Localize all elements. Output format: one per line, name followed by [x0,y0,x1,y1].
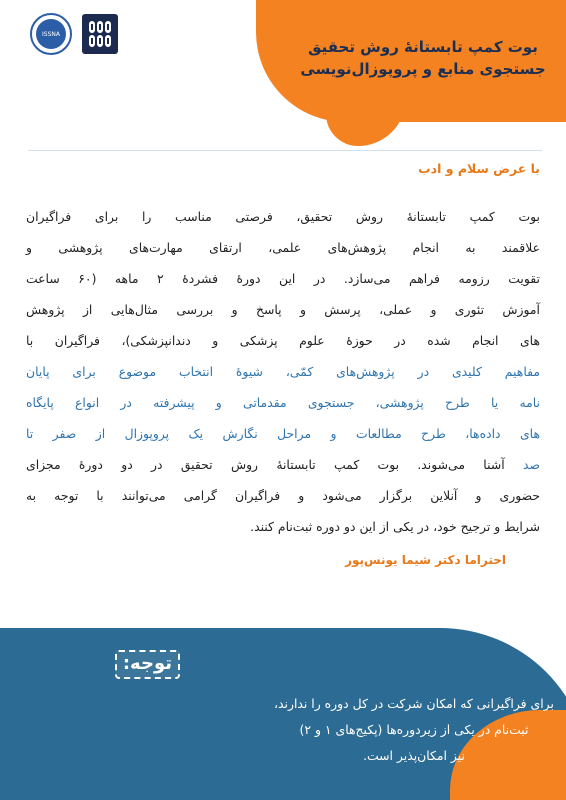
body-line-highlight: مفاهیم کلیدی در پژوهش‌های کمّی، شیوهٔ انتخاب موضوع برای پایان [26,364,540,379]
note-line: برای فراگیرانی که امکان شرکت در کل دوره را ندارند، [274,696,554,711]
body-line: تقویت رزومه فراهم می‌سازد. در این دورهٔ فشردهٔ ۲ ماهه (۶۰ ساعت [26,271,540,286]
body-line-highlight: های داده‌ها، طرح مطالعات و مراحل نگارش یک پروپوزال از صفر تا [26,426,540,441]
body-line-mixed [26,449,540,480]
header-title-line2: جستجوی منابع و پروپوزال‌نویسی [300,60,546,78]
body-line: های انجام شده در حوزهٔ علوم پزشکی و دندانپزشکی)، فراگیران با [26,333,540,348]
header-title-line1: بوت کمپ تابستانهٔ روش تحقیق [308,38,538,56]
header-title [298,36,548,80]
body-line: آموزش تئوری و عملی، پرسش و پاسخ و بررسی مثال‌هایی از پژوهش [26,302,540,317]
university-seal-icon [82,14,118,54]
note-line: نیز امکان‌پذیر است. [363,748,465,763]
university-seal-graphic [87,18,113,50]
signature: احتراما دکتر شیما یونس‌پور [345,553,506,567]
body-line-highlight: نامه یا طرح پژوهشی، جستجوی مقدماتی و پیشرفته در انواع پایگاه [26,395,540,410]
body-line: بوت کمپ تابستانهٔ روش تحقیق، فرصتی مناسب را برای فراگیران [26,209,540,224]
body-line-rest: آشنا می‌شوند. بوت کمپ تابستانهٔ روش تحقیق در دو دورهٔ مجزای [26,457,523,472]
divider [28,150,542,151]
logos [30,13,118,55]
body-highlight-word: صد [522,457,540,472]
association-logo [30,13,72,55]
note-text [274,691,554,769]
note-title: توجه: [115,650,180,679]
greeting: با عرض سلام و ادب [418,161,540,176]
body-line: حضوری و آنلاین برگزار می‌شود و فراگیران گرامی می‌توانند با توجه به [26,488,540,503]
body-line: شرایط و ترجیح خود، در یکی از این دو دوره ثبت‌نام کنند. [250,519,540,534]
note-line: ثبت‌نام در یکی از زیردوره‌ها (پکیج‌های ۱ و ۲) [299,722,529,737]
association-logo-text: ISSNA [36,19,66,49]
body-line: علاقمند به انجام پژوهش‌های علمی، ارتقای مهارت‌های پژوهشی و [26,240,540,255]
body-paragraph [26,201,540,542]
